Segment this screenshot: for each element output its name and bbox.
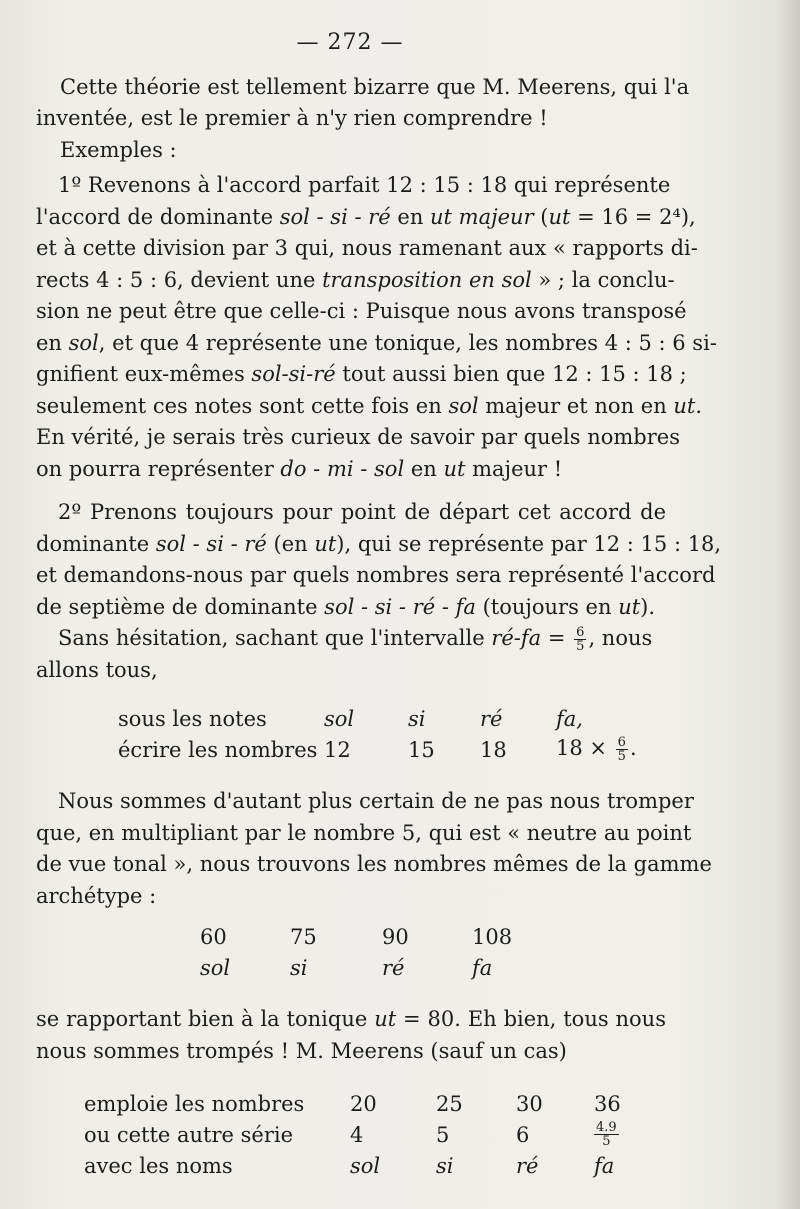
row-label: avec les noms [84, 1153, 233, 1178]
text-span: on pourra représenter [36, 456, 281, 481]
note-names: sol - si - ré [279, 204, 391, 229]
table-row [118, 703, 666, 734]
text-span: ( [533, 204, 549, 229]
note-cell: si [436, 1153, 454, 1178]
text-span: en [390, 204, 431, 229]
text-line: Cette théorie est tellement bizarre que M. Meerens, qui l'a [60, 75, 690, 99]
page-number: — 272 — [296, 30, 404, 55]
text-line: que, en multipliant par le nombre 5, qui est « neutre au point [36, 820, 692, 845]
text-line [36, 328, 717, 360]
note-cell: fa [472, 955, 493, 980]
number-cell: 20 [350, 1091, 377, 1116]
interval-name: ré-fa [491, 626, 542, 650]
note-cell: ré [516, 1153, 539, 1178]
text-span: en [404, 456, 444, 481]
number-cell: 90 [382, 924, 409, 949]
text-line [36, 1004, 666, 1036]
text-line: allons tous, [36, 657, 158, 682]
text-span: , et que 4 représente une tonique, les nombres 4 : 5 : 6 si- [98, 330, 717, 355]
fraction-numerator: 6 [617, 735, 626, 750]
paragraph-intro-cont [36, 103, 666, 135]
number-cell: 30 [516, 1091, 543, 1116]
text-line: nous sommes trompés ! M. Meerens (sauf un cas) [36, 1038, 567, 1063]
number-cell: 12 [324, 737, 351, 762]
fraction-denominator: 5 [576, 639, 585, 654]
text-span: de septième de dominante [36, 594, 325, 619]
paragraph-intro [60, 72, 690, 104]
text-line: 2º Prenons toujours pour point de départ cet accord de [58, 500, 666, 524]
fraction-denominator: 5 [602, 1134, 611, 1149]
note-cell: sol [350, 1153, 381, 1178]
number-cell: 75 [290, 924, 317, 949]
fraction [594, 1121, 619, 1148]
text-span: = 80. Eh bien, tous nous [396, 1007, 666, 1031]
fraction [574, 626, 586, 653]
number-cell: 18 [480, 737, 507, 762]
paragraph-archetype [36, 786, 712, 912]
text-span: = [541, 626, 573, 650]
number-cell: 108 [472, 924, 513, 949]
text-span: majeur et non en [478, 393, 674, 418]
text-span: » ; la conclu- [531, 267, 675, 292]
note-name: ut [618, 594, 641, 619]
table-row [84, 1088, 654, 1119]
text-span: Sans hésitation, sachant que l'intervalle [58, 626, 492, 650]
text-span: . [629, 736, 637, 760]
fraction-numerator: 6 [576, 625, 585, 640]
number-cell: 6 [516, 1122, 530, 1147]
text-line: et à cette division par 3 qui, nous ramenant aux « rapports di- [36, 236, 698, 260]
text-line: archétype : [36, 883, 157, 908]
paragraph-example-1 [36, 170, 717, 485]
note-cell: ré [382, 955, 405, 980]
number-cell: 25 [436, 1091, 463, 1116]
note-cell: fa, [556, 706, 583, 731]
number-cell: 60 [200, 924, 227, 949]
note-name: sol [68, 330, 99, 355]
text-line: sion ne peut être que celle-ci : Puisque nous avons transposé [36, 299, 687, 323]
fraction-numerator: 4.9 [596, 1120, 617, 1135]
text-line: de vue tonal », nous trouvons les nombres mêmes de la gamme [36, 852, 712, 876]
text-line: inventée, est le premier à n'y rien comprendre ! [36, 106, 548, 130]
note-name: ut. [673, 393, 703, 418]
text-line: 1º Revenons à l'accord parfait 12 : 15 : 18 qui représente [58, 173, 671, 197]
text-span: gnifient eux-mêmes [36, 362, 252, 386]
number-cell: 15 [408, 737, 435, 762]
fraction [616, 736, 628, 763]
note-cell: si [408, 706, 426, 731]
text-span: ). [640, 594, 656, 619]
text-span: tout aussi bien que 12 : 15 : 18 ; [335, 362, 687, 386]
text-span: seulement ces notes sont cette fois en [36, 393, 449, 418]
note-names: sol - si - ré - fa [324, 594, 476, 619]
paragraph-examples [60, 135, 660, 167]
note-names: sol-si-ré [251, 362, 336, 386]
key-name: ut majeur [430, 204, 534, 229]
italic-phrase: transposition en sol [322, 267, 532, 292]
number-cell: 36 [594, 1091, 621, 1116]
table-row [84, 1119, 654, 1150]
text-span: se rapportant bien à la tonique [36, 1007, 375, 1031]
note-name: sol [448, 393, 479, 418]
number-cell: 4 [350, 1122, 364, 1147]
note-names: sol - si - ré [155, 531, 267, 556]
note-cell: sol [324, 706, 355, 731]
text-span: dominante [36, 531, 156, 556]
text-span: majeur ! [465, 456, 563, 481]
number-cell: 5 [436, 1122, 450, 1147]
text-line [36, 529, 722, 561]
table-row [84, 1150, 654, 1181]
row-label: sous les notes [118, 706, 267, 731]
note-names: do - mi - sol [280, 456, 405, 481]
table-row [200, 952, 552, 983]
text-line [36, 592, 666, 624]
note-name: ut [374, 1007, 397, 1031]
note-cell: si [290, 955, 308, 980]
number-cell [556, 734, 666, 765]
note-cell: fa [594, 1153, 615, 1178]
table-row [118, 734, 666, 765]
examples-heading: Exemples : [60, 138, 177, 162]
fraction-denominator: 5 [617, 749, 626, 764]
text-span: = 16 = 2⁴), [570, 204, 696, 229]
meerens-numbers-table [84, 1088, 654, 1181]
text-line [36, 265, 675, 297]
text-span: (en [266, 531, 315, 556]
text-line [36, 202, 696, 234]
note-cell: ré [480, 706, 503, 731]
notes-table-1 [118, 703, 666, 765]
table-row [200, 921, 552, 952]
text-line [36, 454, 666, 486]
note-name: ut [314, 531, 337, 556]
paragraph-example-2 [36, 497, 722, 686]
note-name: ut [548, 204, 571, 229]
text-span: l'accord de dominante [36, 204, 280, 229]
text-line: En vérité, je serais très curieux de savoir par quels nombres [36, 425, 680, 449]
row-label: ou cette autre série [84, 1122, 294, 1147]
row-label: écrire les nombres [118, 737, 318, 762]
text-line: et demandons-nous par quels nombres sera représenté l'accord [36, 563, 716, 587]
note-name: ut [443, 456, 466, 481]
text-line [36, 359, 687, 391]
text-span: 18 × [556, 736, 614, 760]
text-span: , nous [588, 626, 653, 650]
text-span: ), qui se représente par 12 : 15 : 18, [336, 531, 722, 556]
text-span: rects 4 : 5 : 6, devient une [36, 267, 323, 292]
note-cell: sol [200, 955, 231, 980]
row-label: emploie les nombres [84, 1091, 305, 1116]
paragraph-conclusion [36, 1004, 666, 1067]
number-cell [594, 1119, 654, 1150]
text-line [36, 391, 703, 423]
text-line [36, 623, 666, 655]
text-line: Nous sommes d'autant plus certain de ne pas nous tromper [58, 789, 694, 813]
text-span: en [36, 330, 69, 355]
archetype-scale-table [200, 921, 552, 983]
text-span: (toujours en [475, 594, 619, 619]
